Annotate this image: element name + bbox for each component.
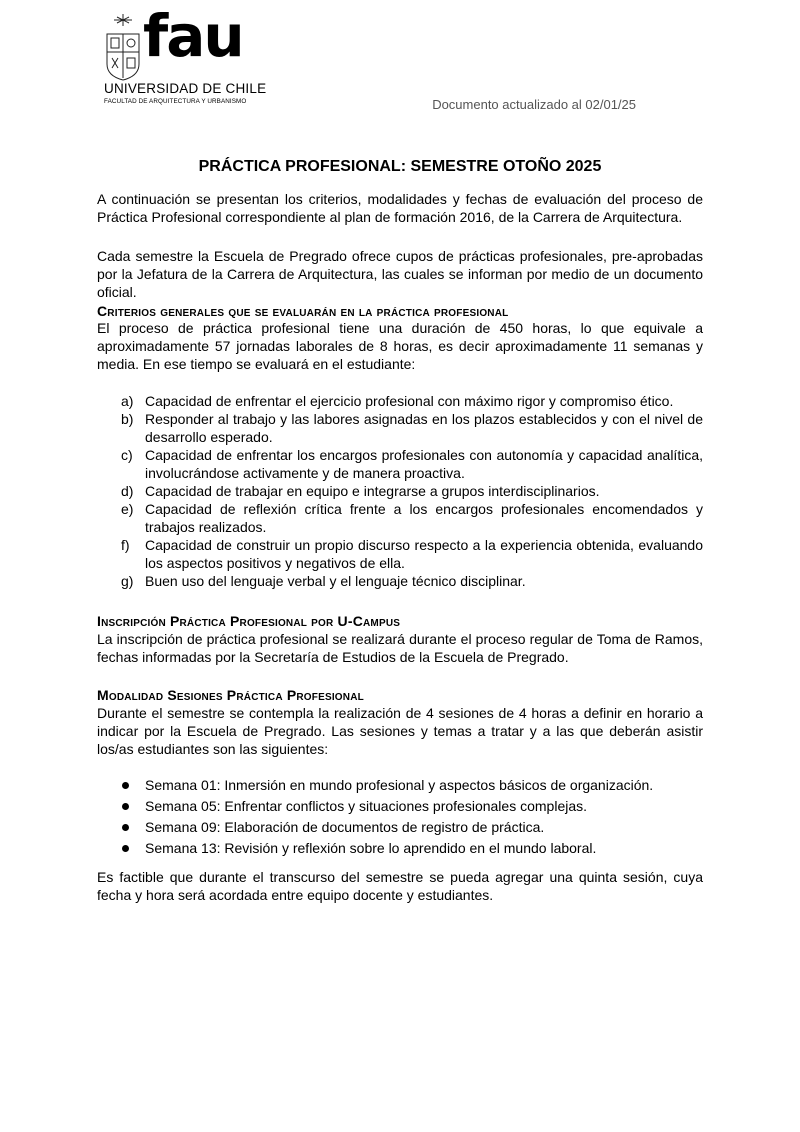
criterios-paragraph: El proceso de práctica profesional tiene una duración de 450 horas, lo que equivale a aproximadamente 57 jornadas laborales de 8 horas, es decir aproximadamente 11 semanas y media. En ese tiempo se evaluará en el estudiante:	[97, 320, 703, 373]
section-heading-inscripcion: Inscripción Práctica Profesional por U-Campus	[97, 613, 401, 629]
list-item: Semana 13: Revisión y reflexión sobre lo aprendido en el mundo laboral.	[97, 838, 703, 859]
intro-paragraph-2: Cada semestre la Escuela de Pregrado ofrece cupos de prácticas profesionales, pre-aprobadas por la Jefatura de la Carrera de Arquitectura, las cuales se informan por medio de un documento oficial.	[97, 248, 703, 301]
logo	[103, 2, 267, 108]
intro-paragraph-1: A continuación se presentan los criterios, modalidades y fechas de evaluación del proceso de Práctica Profesional correspondiente al plan de formación 2016, de la Carrera de Arquitectura.	[97, 191, 703, 226]
logo-wordmark: fau	[143, 2, 243, 70]
bullet-icon	[122, 845, 129, 852]
bullet-icon	[122, 824, 129, 831]
section-heading-modalidad: Modalidad Sesiones Práctica Profesional	[97, 687, 364, 703]
inscripcion-paragraph: La inscripción de práctica profesional se realizará durante el proceso regular de Toma de Ramos, fechas informadas por la Secretaría de Estudios de la Escuela de Pregrado.	[97, 631, 703, 666]
list-item: b) Responder al trabajo y las labores asignadas en los plazos establecidos y con el nivel de desarrollo esperado.	[121, 411, 703, 445]
bullet-icon	[122, 803, 129, 810]
list-item: Semana 09: Elaboración de documentos de registro de práctica.	[97, 817, 703, 838]
list-item: Semana 05: Enfrentar conflictos y situaciones profesionales complejas.	[97, 796, 703, 817]
list-item: c) Capacidad de enfrentar los encargos profesionales con autonomía y capacidad analítica, involucrándose activamente y de manera proactiva.	[121, 447, 703, 481]
university-name: UNIVERSIDAD DE CHILE	[104, 81, 267, 96]
sessions-list	[97, 775, 703, 859]
modalidad-paragraph: Durante el semestre se contempla la realización de 4 sesiones de 4 horas a definir en horario a indicar por la Escuela de Pregrado. Las sesiones y temas a tratar y a las que deberán asistir los/as estudiantes son las siguientes:	[97, 705, 703, 758]
list-item: g) Buen uso del lenguaje verbal y el lenguaje técnico disciplinar.	[121, 573, 526, 589]
section-heading-criterios: Criterios generales que se evaluarán en la práctica profesional	[97, 303, 509, 319]
list-item: a) Capacidad de enfrentar el ejercicio profesional con máximo rigor y compromiso ético.	[121, 393, 674, 409]
list-item: Semana 01: Inmersión en mundo profesional y aspectos básicos de organización.	[97, 775, 703, 796]
list-item: f) Capacidad de construir un propio discurso respecto a la experiencia obtenida, evaluando los aspectos positivos y negativos de ella.	[121, 537, 703, 571]
list-item: d) Capacidad de trabajar en equipo e integrarse a grupos interdisciplinarios.	[121, 483, 600, 499]
faculty-name: FACULTAD DE ARQUITECTURA Y URBANISMO	[104, 98, 247, 105]
university-crest-icon	[103, 12, 143, 82]
updated-date: Documento actualizado al 02/01/25	[432, 97, 636, 112]
list-item: e) Capacidad de reflexión crítica frente a los encargos profesionales encomendados y trabajos realizados.	[121, 501, 703, 535]
page-title: PRÁCTICA PROFESIONAL: SEMESTRE OTOÑO 2025	[198, 158, 602, 175]
closing-paragraph: Es factible que durante el transcurso del semestre se pueda agregar una quinta sesión, cuya fecha y hora será acordada entre equipo docente y estudiantes.	[97, 869, 703, 904]
bullet-icon	[122, 782, 129, 789]
criteria-list	[97, 392, 703, 590]
